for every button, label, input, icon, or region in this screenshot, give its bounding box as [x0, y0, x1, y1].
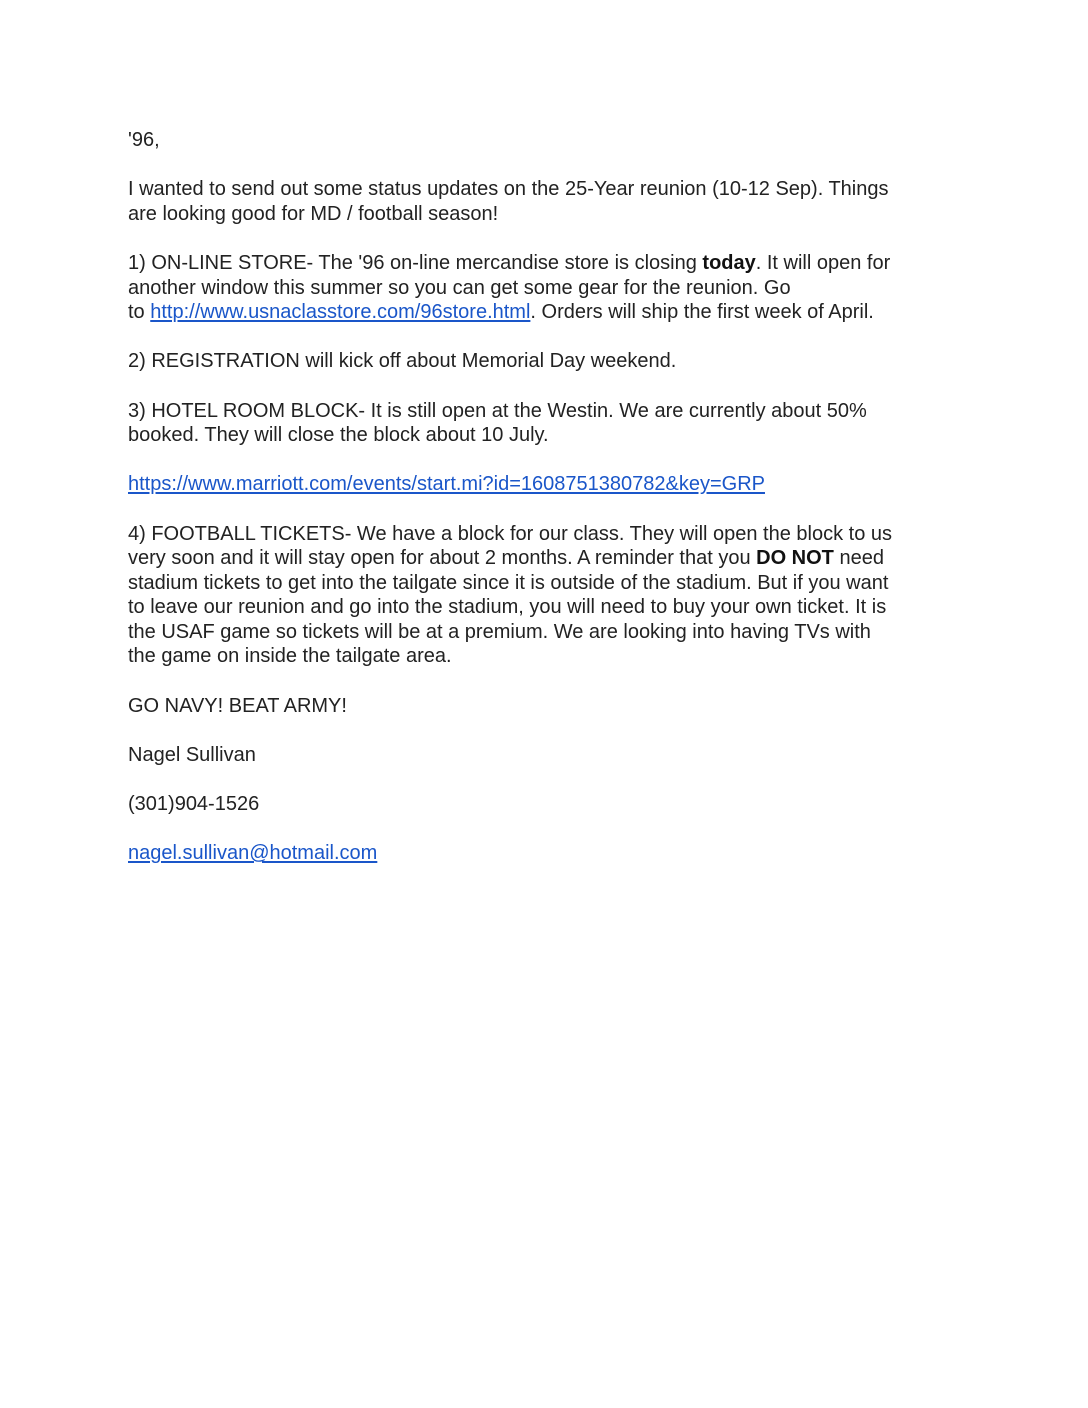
item1-line-2: another window this summer so you can get some gear for the reunion. Go — [128, 276, 791, 299]
item1-text-b: . It will open for — [755, 251, 891, 274]
item4-line-2b: need — [833, 547, 884, 570]
item1-text-d: . Orders will ship the first week of April. — [530, 301, 874, 324]
item-online-store — [128, 251, 968, 325]
item1-bold-today: today — [702, 251, 756, 274]
item3-line-2: booked. They will close the block about 10 July. — [128, 424, 549, 447]
hotel-booking-link[interactable]: https://www.marriott.com/events/start.mi?id=1608751380782&key=GRP — [128, 473, 765, 496]
item-hotel-room-block — [128, 399, 968, 448]
item3-line-1: 3) HOTEL ROOM BLOCK- It is still open at the Westin. We are currently about 50% — [128, 399, 867, 422]
item4-line-6: the game on inside the tailgate area. — [128, 645, 452, 668]
signature-phone: (301)904-1526 — [128, 793, 260, 816]
item4-line-3: stadium tickets to get into the tailgate since it is outside of the stadium. But if you want — [128, 571, 889, 594]
intro-line-1: I wanted to send out some status updates on the 25-Year reunion (10-12 Sep). Things — [128, 178, 889, 201]
intro-line-2: are looking good for MD / football season! — [128, 202, 499, 225]
intro-paragraph — [128, 177, 968, 226]
item4-line-5: the USAF game so tickets will be at a premium. We are looking into having TVs with — [128, 620, 871, 643]
letter-body — [128, 128, 968, 890]
signature-email-paragraph — [128, 841, 968, 866]
item1-text-a: 1) ON-LINE STORE- The '96 on-line mercandise store is closing — [128, 251, 703, 274]
item-registration: 2) REGISTRATION will kick off about Memorial Day weekend. — [128, 350, 677, 373]
item4-bold-do-not: DO NOT — [756, 547, 834, 570]
item4-line-4: to leave our reunion and go into the stadium, you will need to buy your own ticket. It is — [128, 596, 887, 619]
item1-text-c: to — [128, 301, 151, 324]
store-link[interactable]: http://www.usnaclasstore.com/96store.html — [150, 301, 531, 324]
greeting: '96, — [128, 129, 160, 151]
signature-name: Nagel Sullivan — [128, 743, 256, 766]
hotel-link-paragraph — [128, 472, 968, 497]
slogan: GO NAVY! BEAT ARMY! — [128, 694, 347, 717]
item4-line-2a: very soon and it will stay open for about 2 months. A reminder that you — [128, 547, 757, 570]
item-football-tickets — [128, 522, 968, 670]
item4-line-1: 4) FOOTBALL TICKETS- We have a block for our class. They will open the block to us — [128, 522, 893, 545]
signature-email-link[interactable]: nagel.sullivan@hotmail.com — [128, 842, 378, 865]
